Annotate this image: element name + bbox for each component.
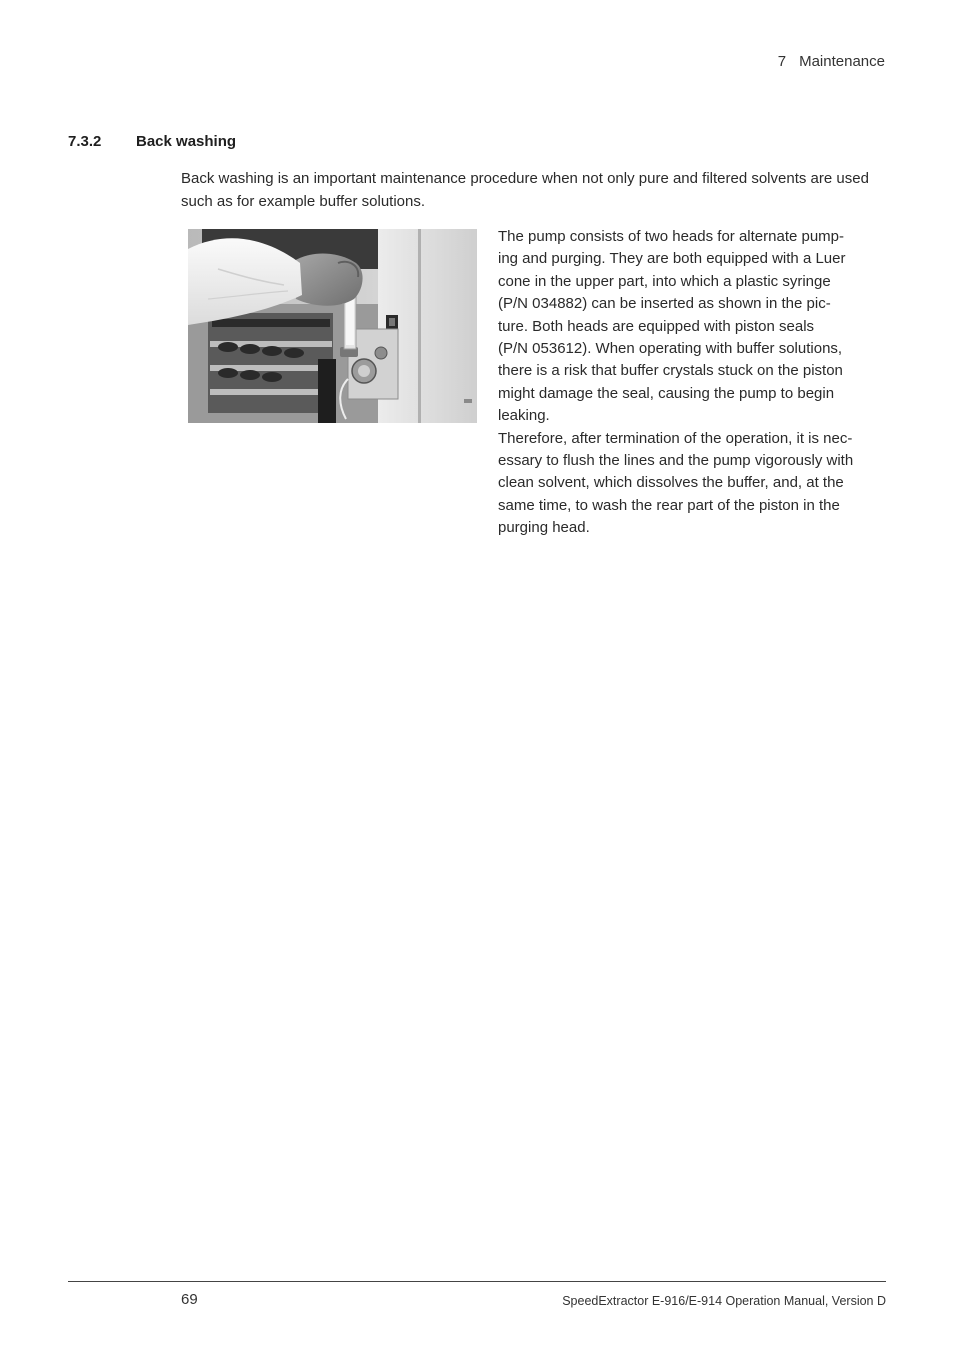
text-line: might damage the seal, causing the pump to begin (498, 384, 835, 402)
footer-divider (68, 1281, 886, 1282)
running-header (778, 53, 885, 70)
pump-syringe-photo (188, 229, 477, 423)
text-line: ture. Both heads are equipped with piston seals (498, 317, 815, 335)
footer-document-title: SpeedExtractor E-916/E-914 Operation Manual, Version D (562, 1294, 886, 1308)
text-line: (P/N 053612). When operating with buffer solutions, (498, 340, 843, 358)
section-number: 7.3.2 (68, 133, 102, 150)
text-line: there is a risk that buffer crystals stuck on the piston (498, 362, 843, 380)
section-title: Back washing (136, 133, 237, 150)
text-line: leaking. (498, 407, 550, 425)
body-text-column (498, 226, 870, 540)
section-heading (68, 133, 236, 150)
paragraph-flushing-instruction (498, 428, 870, 540)
text-line: cone in the upper part, into which a plastic syringe (498, 272, 831, 290)
intro-paragraph: Back washing is an important maintenance procedure when not only pure and filtered solvents are used such as for example buffer solutions. (181, 170, 869, 210)
text-line: purging head. (498, 519, 590, 537)
chapter-title: Maintenance (799, 53, 885, 70)
text-line: essary to flush the lines and the pump vigorously with (498, 452, 854, 470)
paragraph-pump-description (498, 226, 870, 428)
chapter-number: 7 (777, 53, 787, 70)
text-line: Therefore, after termination of the operation, it is nec- (498, 429, 853, 447)
page-number: 69 (181, 1291, 198, 1308)
text-line: ing and purging. They are both equipped with a Luer (498, 250, 846, 268)
text-line: (P/N 034882) can be inserted as shown in the pic- (498, 295, 831, 313)
pump-syringe-illustration (188, 229, 477, 423)
text-line: The pump consists of two heads for alternate pump- (498, 228, 845, 245)
text-line: same time, to wash the rear part of the piston in the (498, 496, 840, 514)
text-line: clean solvent, which dissolves the buffer, and, at the (498, 474, 844, 492)
